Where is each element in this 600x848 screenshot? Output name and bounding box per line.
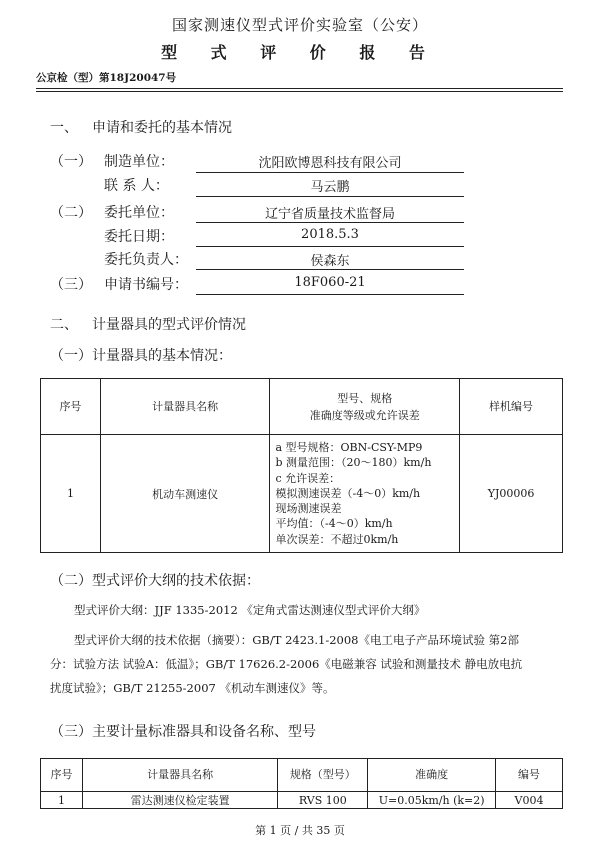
header-rule-top (36, 88, 563, 89)
eq-cell-code: V004 (496, 792, 563, 809)
lab-name: 国家测速仪型式评价实验室（公安） (171, 16, 428, 34)
cell-serial: 1 (41, 435, 101, 553)
header-accuracy-grade: 准确度等级或允许误差 (309, 408, 420, 422)
table-row (41, 435, 563, 553)
client-value: 辽宁省质量技术监督局 (264, 207, 395, 222)
eq-header-serial: 序号 (41, 759, 83, 792)
row3-number: （二） (50, 205, 92, 221)
header-rule-bottom (36, 91, 563, 92)
page-footer: 第 1 页 / 共 35 页 (255, 824, 345, 837)
cell-spec (270, 435, 460, 553)
client-label: 委托单位： (104, 205, 174, 221)
subsection-technical-basis: （二）型式评价大纲的技术依据： (50, 573, 260, 589)
header-model-accuracy (270, 379, 460, 435)
application-no-underline (196, 294, 464, 295)
date-label: 委托日期： (104, 229, 174, 245)
contact-value: 马云鹏 (310, 180, 350, 195)
spec-line: c 允许误差： (275, 471, 341, 485)
outline-reference: 型式评价大纲：JJF 1335-2012 《定角式雷达测速仪型式评价大纲》 (74, 603, 426, 617)
date-value: 2018.5.3 (301, 227, 359, 242)
subsection-standard-equipment: （三）主要计量标准器具和设备名称、型号 (50, 724, 316, 740)
spec-line: a 型号规格：OBN-CSY-MP9 (275, 441, 423, 455)
spec-line: 模拟测速误差（-4～0）km/h (275, 486, 421, 500)
cell-sample-no: YJ00006 (460, 435, 563, 553)
instrument-table (40, 378, 563, 553)
manufacturer-value: 沈阳欧博恩科技有限公司 (258, 156, 402, 171)
section1-heading: 申请和委托的基本情况 (92, 120, 232, 136)
equipment-table-header (41, 759, 563, 792)
report-number: 公京检（型）第18J20047号 (36, 72, 177, 84)
application-no-label: 申请书编号： (104, 277, 188, 293)
subsection-basic-info: （一）计量器具的基本情况： (50, 348, 232, 364)
eq-cell-serial: 1 (41, 792, 83, 809)
date-underline (196, 246, 464, 247)
eq-header-name: 计量器具名称 (82, 759, 278, 792)
section2-heading: 计量器具的型式评价情况 (92, 317, 246, 333)
row6-number: （三） (50, 277, 92, 293)
eq-cell-model: RVS 100 (278, 792, 368, 809)
eq-header-model: 规格（型号） (278, 759, 368, 792)
row1-number: （一） (50, 154, 92, 170)
contact-underline (196, 196, 464, 197)
manufacturer-label: 制造单位： (104, 154, 174, 170)
eq-header-accuracy: 准确度 (368, 759, 496, 792)
report-title: 型 式 评 价 报 告 (161, 43, 439, 62)
basis-line-2: 分：试验方法 试验A：低温》；GB/T 17626.2-2006《电磁兼容 试验和测量技术 静电放电抗 (50, 657, 523, 671)
header-instrument-name: 计量器具名称 (100, 379, 270, 435)
contact-label: 联 系 人： (104, 178, 169, 194)
header-sample-no: 样机编号 (460, 379, 563, 435)
application-no-value: 18F060-21 (294, 275, 366, 290)
eq-cell-name: 雷达测速仪检定装置 (82, 792, 278, 809)
responsible-label: 委托负责人： (104, 252, 188, 268)
section2-number: 二、 (50, 317, 78, 333)
cell-instrument-name: 机动车测速仪 (100, 435, 270, 553)
eq-header-code: 编号 (496, 759, 563, 792)
spec-line: 平均值：（-4～0）km/h (275, 517, 393, 531)
table-row (41, 792, 563, 809)
client-underline (196, 222, 464, 223)
responsible-underline (196, 269, 464, 270)
eq-cell-accuracy: U=0.05km/h (k=2) (368, 792, 496, 809)
instrument-table-header (41, 379, 563, 435)
spec-line: 现场测速误差 (275, 502, 342, 516)
basis-line-1: 型式评价大纲的技术依据（摘要）：GB/T 2423.1-2008《电工电子产品环境试验 第2部 (74, 633, 519, 647)
responsible-value: 侯森东 (310, 254, 350, 269)
header-serial: 序号 (41, 379, 101, 435)
section1-number: 一、 (50, 120, 78, 136)
spec-line: b 测量范围：（20～180）km/h (275, 456, 432, 470)
spec-line: 单次误差：不超过0km/h (275, 532, 399, 546)
manufacturer-underline (196, 172, 464, 173)
basis-line-3: 扰度试验》；GB/T 21255-2007 《机动车测速仪》等。 (50, 681, 335, 695)
header-model-spec: 型号、规格 (337, 391, 393, 405)
equipment-table (40, 758, 563, 809)
